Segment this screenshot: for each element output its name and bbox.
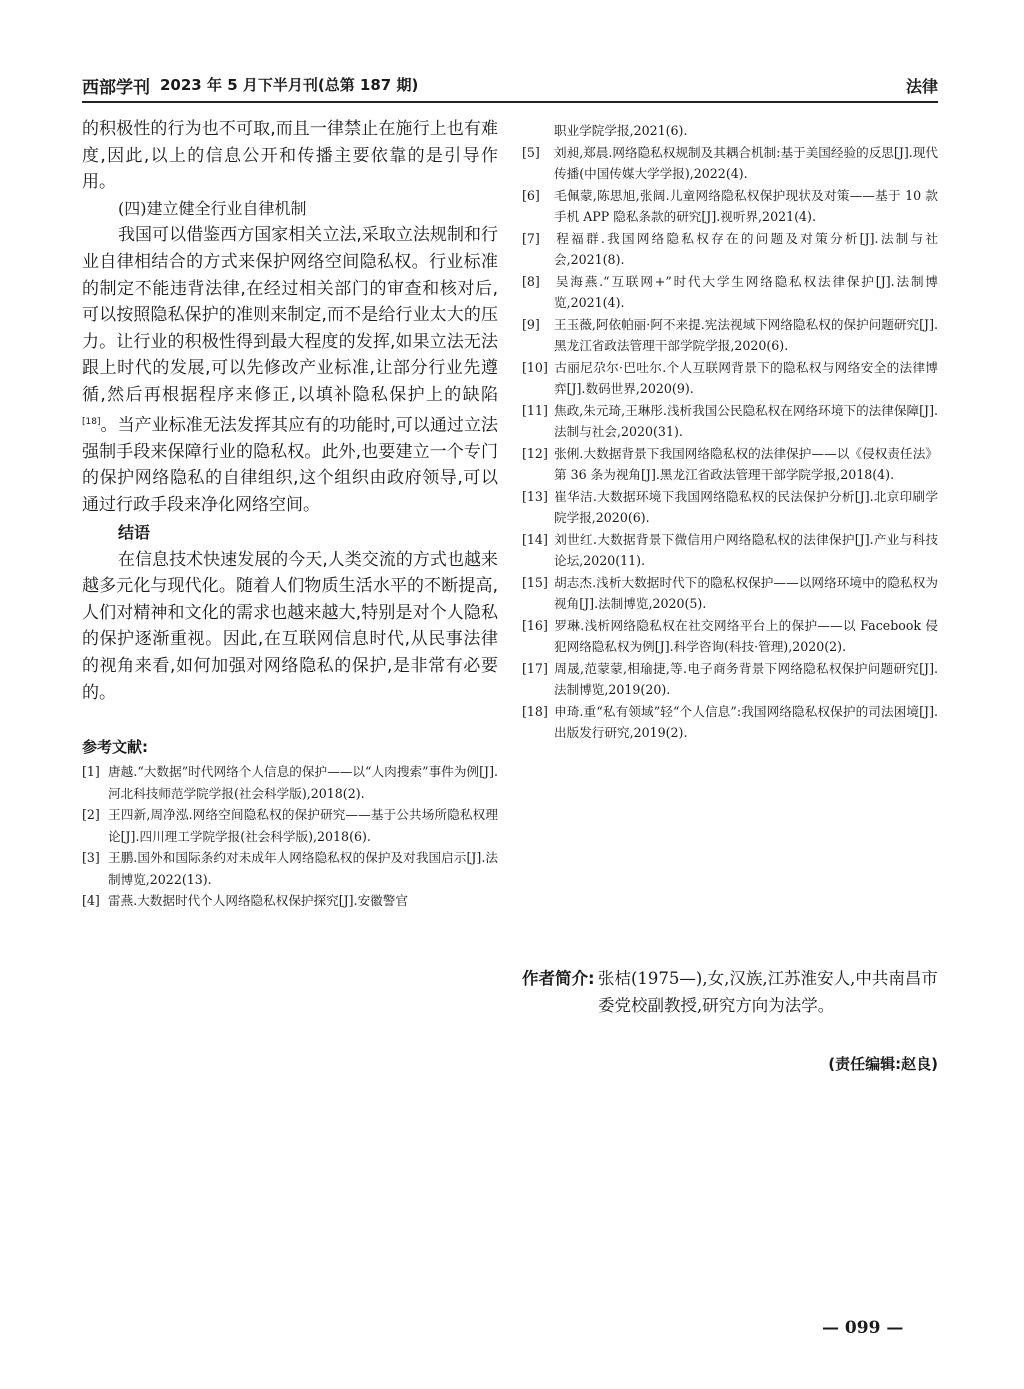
- reference-item: [82, 761, 498, 804]
- reference-number: [14]: [522, 531, 548, 547]
- references-list-left: [82, 761, 498, 912]
- reference-item: [522, 357, 938, 400]
- reference-item: [522, 443, 938, 486]
- citation-18: [18]: [82, 416, 101, 427]
- reference-number: [5]: [522, 144, 540, 160]
- responsible-editor: (责任编辑:赵良): [828, 1055, 938, 1073]
- body-paragraph-2: [82, 222, 498, 518]
- reference-number: [4]: [82, 893, 100, 909]
- reference-text: 申琦.重“私有领域”轻“个人信息”:我国网络隐私权保护的司法困境[J].出版发行研究,2019(2).: [554, 703, 938, 740]
- reference-item: [522, 486, 938, 529]
- reference-text: 古丽尼尕尔·巴吐尔.个人互联网背景下的隐私权与网络安全的法律博弈[J].数码世界,2020(9).: [554, 359, 938, 396]
- reference-number: [8]: [522, 273, 540, 289]
- references-title: 参考文献:: [82, 738, 148, 757]
- reference-item: [522, 271, 938, 314]
- reference-text: 焦政,朱元琦,王琳彤.浅析我国公民隐私权在网络环境下的法律保障[J].法制与社会,2020(31).: [554, 402, 938, 439]
- reference-item: [82, 890, 498, 912]
- reference-text: 罗琳.浅析网络隐私权在社交网络平台上的保护——以 Facebook 侵犯网络隐私权为例[J].科学咨询(科技·管理),2020(2).: [554, 617, 938, 654]
- right-column: [522, 120, 938, 744]
- author-bio: [522, 965, 938, 1019]
- reference-number: [10]: [522, 359, 548, 375]
- reference-4-continued: 职业学院学报,2021(6).: [554, 123, 688, 138]
- references-list-right: [522, 142, 938, 744]
- reference-number: [18]: [522, 703, 548, 719]
- header-rule: [82, 101, 938, 103]
- reference-number: [2]: [82, 807, 100, 823]
- left-column: [82, 116, 498, 912]
- reference-number: [12]: [522, 445, 548, 461]
- reference-text: 张俐.大数据背景下我国网络隐私权的法律保护——以《侵权责任法》第 36 条为视角[J].黑龙江省政法管理干部学院学报,2018(4).: [554, 445, 938, 482]
- reference-item: [522, 400, 938, 443]
- reference-text: 胡志杰.浅析大数据时代下的隐私权保护——以网络环境中的隐私权为视角[J].法制博览,2020(5).: [554, 574, 938, 611]
- body-paragraph-1: 的积极性的行为也不可取,而且一律禁止在施行上也有难度,因此,以上的信息公开和传播主要依靠的是引导作用。: [82, 119, 498, 193]
- reference-text: 周晟,范蒙蒙,相瑜捷,等.电子商务背景下网络隐私权保护问题研究[J].法制博览,2019(20).: [554, 660, 938, 697]
- reference-text: 王玉薇,阿依帕丽·阿不来提.宪法视域下网络隐私权的保护问题研究[J].黑龙江省政法管理干部学院学报,2020(6).: [554, 316, 938, 353]
- reference-text: 刘世红.大数据背景下微信用户网络隐私权的法律保护[J].产业与科技论坛,2020(11).: [554, 531, 938, 568]
- reference-number: [16]: [522, 617, 548, 633]
- journal-logo: 西部学刊: [82, 78, 150, 98]
- reference-number: [13]: [522, 488, 548, 504]
- reference-text: 刘昶,郑晨.网络隐私权规制及其耦合机制:基于美国经验的反思[J].现代传播(中国传媒大学学报),2022(4).: [554, 144, 938, 181]
- reference-item: [522, 615, 938, 658]
- page-header: [82, 73, 938, 99]
- reference-number: [11]: [522, 402, 548, 418]
- reference-item: [522, 228, 938, 271]
- reference-item: [522, 572, 938, 615]
- reference-number: [7]: [522, 230, 540, 246]
- reference-number: [6]: [522, 187, 540, 203]
- reference-number: [3]: [82, 850, 100, 866]
- section-subheading: (四)建立健全行业自律机制: [118, 198, 307, 218]
- reference-item: [82, 804, 498, 847]
- reference-item: [82, 847, 498, 890]
- conclusion-paragraph: 在信息技术快速发展的今天,人类交流的方式也越来越多元化与现代化。随着人们物质生活水平的不断提高,人们对精神和文化的需求也越来越大,特别是对个人隐私的保护逐渐重视。因此,在互联网信息时代,从民事法律的视角来看,如何加强对网络隐私的保护,是非常有必要的。: [82, 549, 498, 703]
- author-label: 作者简介:: [522, 969, 595, 988]
- paragraph-2-tail: 。当产业标准无法发挥其应有的功能时,可以通过立法强制手段来保障行业的隐私权。此外,也要建立一个专门的保护网络隐私的自律组织,这个组织由政府领导,可以通过行政手段来净化网络空间。: [82, 415, 498, 515]
- reference-item: [522, 701, 938, 744]
- reference-text: 唐越.“大数据”时代网络个人信息的保护——以“人肉搜索”事件为例[J].河北科技师范学院学报(社会科学版),2018(2).: [108, 764, 498, 801]
- reference-text: 王四新,周净泓.网络空间隐私权的保护研究——基于公共场所隐私权理论[J].四川理工学院学报(社会科学版),2018(6).: [108, 807, 498, 844]
- reference-number: [17]: [522, 660, 548, 676]
- reference-item: [522, 529, 938, 572]
- paragraph-2-main: 我国可以借鉴西方国家相关立法,采取立法规制和行业自律相结合的方式来保护网络空间隐私权。行业标准的制定不能违背法律,在经过相关部门的审查和核对后,可以按照隐私保护的准则来制定,而不是给行业太大的压力。让行业的积极性得到最大程度的发挥,如果立法无法跟上时代的发展,可以先修改产业标准,让部分行业先遵循,然后再根据程序来修正,以填补隐私保护上的缺陷: [82, 225, 498, 405]
- conclusion-heading: 结语: [118, 522, 151, 542]
- author-text: 张桔(1975—),女,汉族,江苏淮安人,中共南昌市委党校副教授,研究方向为法学。: [598, 969, 938, 1015]
- reference-text: 崔华洁.大数据环境下我国网络隐私权的民法保护分析[J].北京印刷学院学报,2020(6).: [554, 488, 938, 525]
- page-number: — 099 —: [822, 1318, 904, 1338]
- reference-item: [522, 314, 938, 357]
- reference-text: 毛佩蒙,陈思旭,张阔.儿童网络隐私权保护现状及对策——基于 10 款手机 APP 隐私条款的研究[J].视听界,2021(4).: [554, 187, 938, 224]
- reference-item: [522, 142, 938, 185]
- reference-text: 雷燕.大数据时代个人网络隐私权保护探究[J].安徽警官: [108, 893, 408, 909]
- reference-text: 王鹏.国外和国际条约对未成年人网络隐私权的保护及对我国启示[J].法制博览,2022(13).: [108, 850, 498, 887]
- issue-info: 2023 年 5 月下半月刊(总第 187 期): [160, 76, 419, 94]
- reference-text: 吴海燕.“互联网+”时代大学生网络隐私权法律保护[J].法制博览,2021(4).: [554, 273, 938, 310]
- reference-number: [9]: [522, 316, 540, 332]
- reference-number: [1]: [82, 764, 100, 780]
- reference-item: [522, 185, 938, 228]
- reference-item: [522, 658, 938, 701]
- reference-number: [15]: [522, 574, 548, 590]
- section-name: 法律: [905, 77, 938, 96]
- reference-text: 程福群.我国网络隐私权存在的问题及对策分析[J].法制与社会,2021(8).: [554, 230, 938, 267]
